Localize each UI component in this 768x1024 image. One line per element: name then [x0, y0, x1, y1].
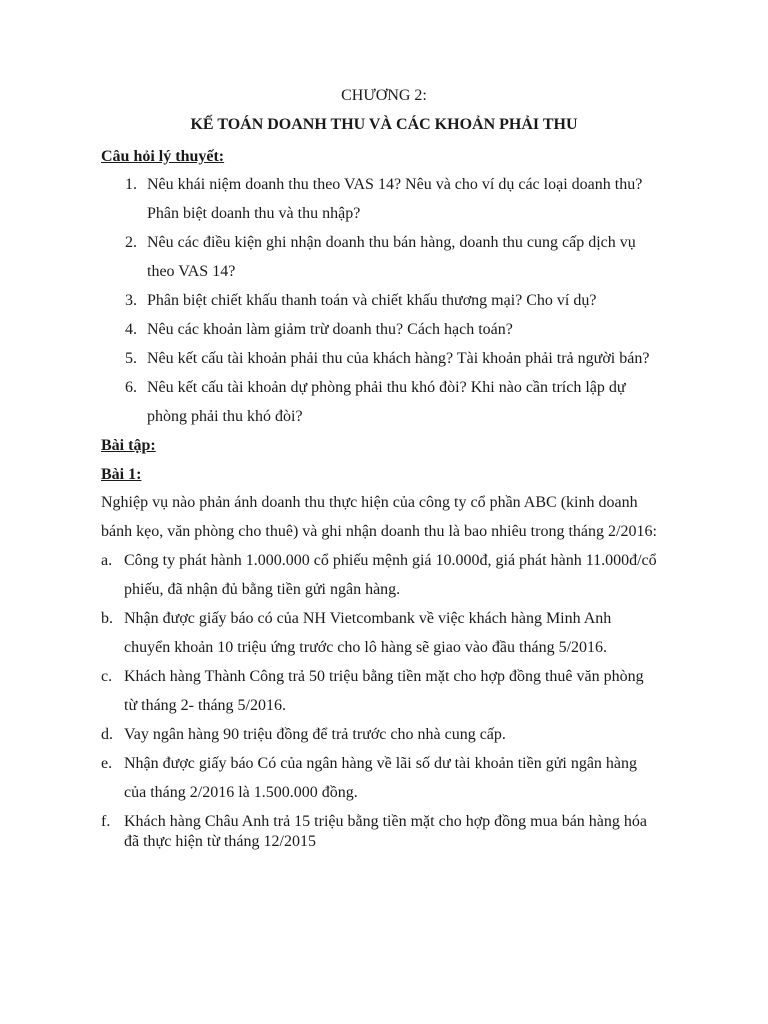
question-number: 2.: [125, 234, 137, 251]
item-text: Khách hàng Thành Công trả 50 triệu bằng tiền mặt cho hợp đồng thuê văn phòng: [124, 668, 644, 685]
item-marker: c.: [101, 668, 113, 685]
item-marker: e.: [101, 755, 113, 772]
question-number: 3.: [125, 292, 137, 309]
question-text: Nêu kết cấu tài khoản phải thu của khách hàng? Tài khoản phải trả người bán?: [147, 350, 650, 367]
question-number: 1.: [125, 176, 137, 193]
item-text: từ tháng 2- tháng 5/2016.: [124, 697, 286, 714]
question-number: 6.: [125, 379, 137, 396]
question-text: phòng phải thu khó đòi?: [147, 408, 303, 425]
exercise-1-heading: Bài 1:: [101, 466, 142, 483]
item-text: Vay ngân hàng 90 triệu đồng để trả trước cho nhà cung cấp.: [124, 726, 506, 743]
item-text: phiếu, đã nhận đủ bằng tiền gửi ngân hàng.: [124, 581, 401, 598]
question-text: Nêu các điều kiện ghi nhận doanh thu bán hàng, doanh thu cung cấp dịch vụ: [147, 234, 636, 251]
question-text: Phân biệt doanh thu và thu nhập?: [147, 205, 361, 222]
exercise-intro: bánh kẹo, văn phòng cho thuê) và ghi nhận doanh thu là bao nhiêu trong tháng 2/2016:: [101, 523, 657, 540]
question-number: 4.: [125, 321, 137, 338]
question-text: theo VAS 14?: [147, 263, 236, 280]
item-text: Nhận được giấy báo Có của ngân hàng về lãi số dư tài khoản tiền gửi ngân hàng: [124, 755, 638, 772]
exercises-heading: Bài tập:: [101, 437, 156, 454]
chapter-number: CHƯƠNG 2:: [341, 87, 427, 104]
question-text: Nêu khái niệm doanh thu theo VAS 14? Nêu và cho ví dụ các loại doanh thu?: [147, 176, 643, 193]
item-text: Công ty phát hành 1.000.000 cổ phiếu mệnh giá 10.000đ, giá phát hành 11.000đ/cổ: [124, 552, 657, 569]
item-marker: a.: [101, 552, 113, 569]
chapter-title: KẾ TOÁN DOANH THU VÀ CÁC KHOẢN PHẢI THU: [190, 116, 578, 133]
item-text: chuyển khoản 10 triệu ứng trước cho lô hàng sẽ giao vào đầu tháng 5/2016.: [124, 639, 608, 656]
item-marker: d.: [101, 726, 113, 743]
exercise-intro: Nghiệp vụ nào phản ánh doanh thu thực hiện của công ty cổ phần ABC (kinh doanh: [101, 494, 638, 511]
question-text: Nêu các khoản làm giảm trừ doanh thu? Cách hạch toán?: [147, 321, 513, 338]
question-number: 5.: [125, 350, 137, 367]
item-text: Khách hàng Châu Anh trả 15 triệu bằng tiền mặt cho hợp đồng mua bán hàng hóa: [124, 813, 647, 830]
item-text: Nhận được giấy báo có của NH Vietcombank về việc khách hàng Minh Anh: [124, 610, 612, 627]
question-text: Phân biệt chiết khấu thanh toán và chiết khấu thương mại? Cho ví dụ?: [147, 292, 597, 309]
item-marker: b.: [101, 610, 113, 627]
item-marker: f.: [101, 813, 111, 830]
theory-heading: Câu hỏi lý thuyết:: [101, 148, 225, 165]
item-text: đã thực hiện từ tháng 12/2015: [124, 833, 316, 850]
question-text: Nêu kết cấu tài khoản dự phòng phải thu khó đòi? Khi nào cần trích lập dự: [147, 379, 626, 396]
item-text: của tháng 2/2016 là 1.500.000 đồng.: [124, 784, 358, 801]
